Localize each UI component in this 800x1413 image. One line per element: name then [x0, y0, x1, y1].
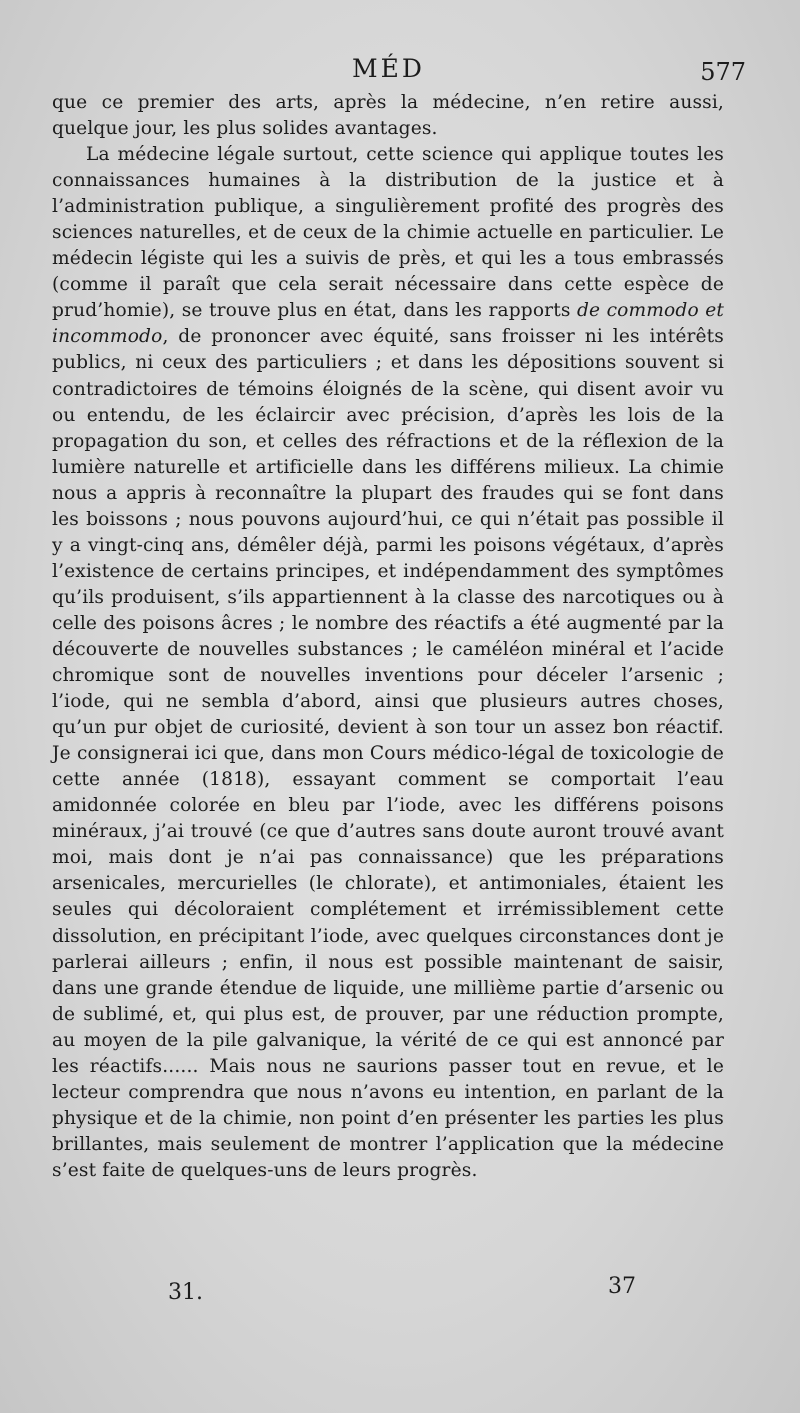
running-head [52, 54, 746, 94]
paragraph-text-after: , de prononcer avec équité, sans froisser ni les intérêts publics, ni ceux des particuliers ; et dans les dépositions souvent si contradictoires de témoins éloignés de la scène, qui disent avoir vu ou entendu, de les éclaircir avec précision, d’après les lois de la propagation du son, et celles des réfractions et de la réflexion de la lumière naturelle et artificielle dans les différens milieux. La chimie nous a appris à reconnaître la plupart des fraudes qui se font dans les boissons ; nous pouvons aujourd’hui, ce qui n’était pas possible il y a vingt-cinq ans, démêler déjà, parmi les poisons végétaux, d’après l’existence de certains principes, et indépendamment des symptômes qu’ils produisent, s’ils appartiennent à la classe des narcotiques ou à celle des poisons âcres ; le nombre des réactifs a été augmenté par la découverte de nouvelles substances ; le caméléon minéral et l’acide chromique sont de nouvelles inventions pour déceler l’arsenic ; l’iode, qui ne sembla d’abord, ainsi que plusieurs autres choses, qu’un pur objet de curiosité, devient à son tour un assez bon réactif. Je consignerai ici que, dans mon Cours médico-légal de toxicologie de cette année (1818), essayant comment se comportait l’eau amidonnée colorée en bleu par l’iode, avec les différens poisons minéraux, j’ai trouvé (ce que d’autres sans doute auront trouvé avant moi, mais dont je n’ai pas connaissance) que les préparations arsenicales, mercurielles (le chlorate), et antimoniales, étaient les seules qui décoloraient complétement et irrémissiblement cette dissolution, en précipitant l’iode, avec quelques circonstances dont je parlerai ailleurs ; enfin, il nous est possible maintenant de saisir, dans une grande étendue de liquide, une millième partie d’arsenic ou de sublimé, et, qui plus est, de prouver, par une réduction prompte, au moyen de la pile galvanique, la vérité de ce qui est annoncé par les réactifs...... Mais nous ne saurions passer tout en revue, et le lecteur comprendra que nous n’avons eu intention, en parlant de la physique et de la chimie, non point d’en présenter les parties les plus brillantes, mais seulement de montrer l’application que la médecine s’est faite de quelques-uns de leurs progrès. [52, 326, 724, 1181]
catchword: 37 [608, 1274, 636, 1299]
page-number: 577 [700, 58, 746, 86]
paragraph-text-before: La médecine légale surtout, cette science qui applique toutes les connaissances humaines à la distribution de la justice et à l’administration publique, a singulièrement profité des progrès des sciences naturelles, et de ceux de la chimie actuelle en particulier. Le médecin légiste qui les a suivis de près, et qui les a tous embrassés (comme il paraît que cela serait nécessaire dans cette espèce de prud’homie), se trouve plus en état, dans les rapports [52, 144, 724, 322]
paragraph-legal-medicine [52, 142, 724, 1184]
body-text [52, 90, 724, 1184]
paragraph-continuation: que ce premier des arts, après la médecine, n’en retire aussi, quelque jour, les plus solides avantages. [52, 92, 724, 140]
signature-mark: 31. [168, 1280, 203, 1305]
latin-phrase: de commodo et incommodo [52, 300, 724, 348]
running-title: MÉD [352, 54, 425, 83]
